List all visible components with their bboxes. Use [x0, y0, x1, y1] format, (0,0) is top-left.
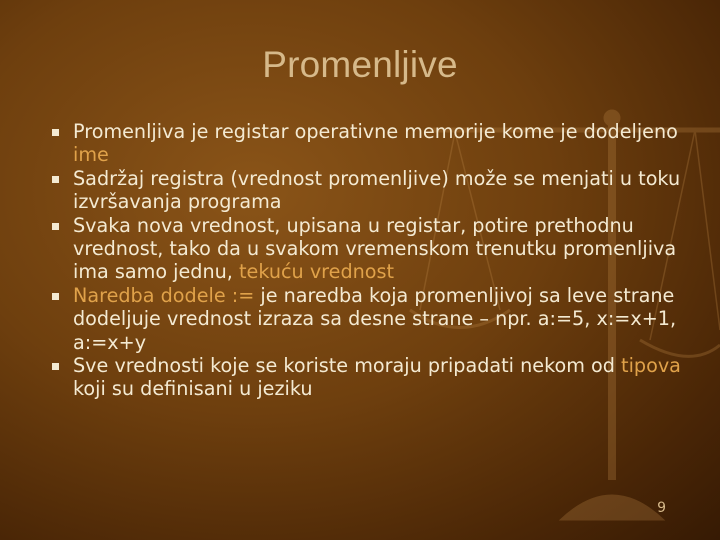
list-item [52, 214, 682, 284]
slide-title: Promenljive [262, 44, 458, 85]
bullet-text: Sadržaj registra (vrednost promenljive) može se menjati u toku izvršavanja programa [73, 166, 681, 214]
highlighted-term: tipova [621, 354, 681, 378]
list-item [52, 284, 682, 354]
bullet-text: koji su definisani u jeziku [73, 377, 313, 401]
list-item [52, 167, 682, 214]
list-item [52, 354, 682, 401]
highlighted-term: tekuću vrednost [239, 260, 395, 284]
bullet-text: je naredba koja promenljivoj sa leve strane dodeljuje vrednost izraza sa desne strane – npr. a:=5, x:=x+1, a:=x+y [73, 283, 677, 354]
square-bullet-icon [52, 363, 59, 370]
square-bullet-icon [52, 223, 59, 230]
list-item [52, 120, 682, 167]
bullet-text: Svaka nova vrednost, upisana u registar, potire prethodnu vrednost, tako da u svakom vremenskom trenutku promenljiva ima samo jednu, [73, 213, 677, 284]
square-bullet-icon [52, 293, 59, 300]
bullet-text: Sve vrednosti koje se koriste moraju pripadati nekom od [73, 354, 622, 378]
page-number: 9 [657, 500, 666, 516]
highlighted-term: ime [73, 143, 109, 167]
square-bullet-icon [52, 176, 59, 183]
bullet-text: Promenljiva je registar operativne memorije kome je dodeljeno [73, 120, 678, 143]
highlighted-term: Naredba dodele := [73, 283, 261, 307]
square-bullet-icon [52, 129, 59, 136]
bullet-list [52, 120, 682, 401]
